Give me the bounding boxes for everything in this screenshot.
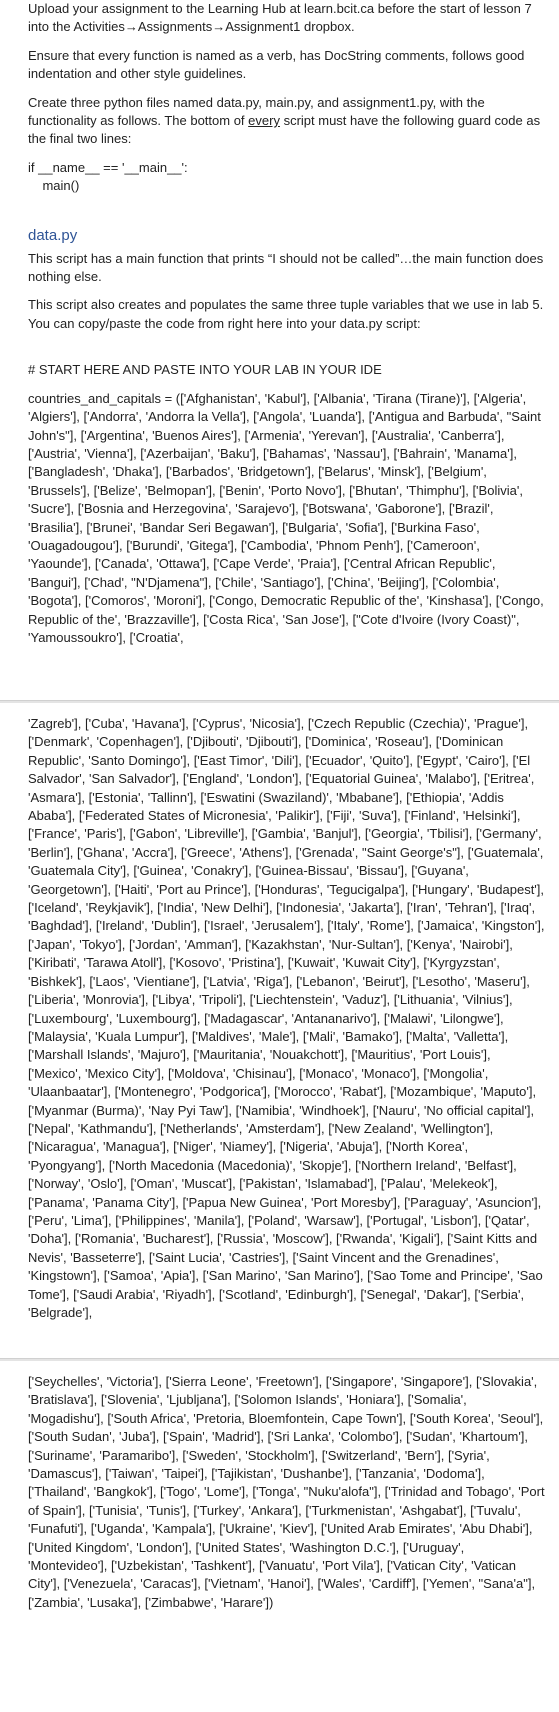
guard-code-line-1: if __name__ == '__main__': <box>28 159 188 175</box>
every-underlined: every <box>248 113 280 129</box>
document-page-1 <box>0 0 559 700</box>
files-instructions <box>28 94 545 149</box>
document-page-3 <box>0 1361 559 1712</box>
data-main-description: This script has a main function that prints “I should not be called”…the main function does nothing else. <box>28 250 544 285</box>
paste-comment: # START HERE AND PASTE INTO YOUR LAB IN YOUR IDE <box>28 362 382 378</box>
blank-line <box>28 343 545 361</box>
guard-code-line-2: main() <box>28 178 80 194</box>
countries-code-part-2: 'Zagreb'], ['Cuba', 'Havana'], ['Cyprus', 'Nicosia'], ['Czech Republic (Czechia)', 'Prague'], ['Denmark', 'Copenhagen'], ['Djibouti', 'Djibouti'], ['Dominica', 'Roseau'], ['Dominican Republic', 'Santo Domingo'], ['East Timor', 'Dili'], ['Ecuador', 'Quito'], ['Egypt', 'Cairo'], ['El Salvador', 'San Salvador'], ['England', 'London'], ['Equatorial Guinea', 'Malabo'], ['Eritrea', 'Asmara'], ['Estonia', 'Tallinn'], ['Eswatini (Swaziland)', 'Mbabane'], ['Ethiopia', 'Addis Ababa'], ['Federated States of Micronesia', 'Palikir'], ['Fiji', 'Suva'], ['Finland', 'Helsinki'], ['France', 'Paris'], ['Gabon', 'Libreville'], ['Gambia', 'Banjul'], ['Georgia', 'Tbilisi'], ['Germany', 'Berlin'], ['Ghana', 'Accra'], ['Greece', 'Athens'], ['Grenada', "Saint George's"], ['Guatemala', 'Guatemala City'], ['Guinea', 'Conakry'], ['Guinea-Bissau', 'Bissau'], ['Guyana', 'Georgetown'], ['Haiti', 'Port au Prince'], ['Honduras', 'Tegucigalpa'], ['Hungary', 'Budapest'], ['Iceland', 'Reykjavik'], ['India', 'New Delhi'], ['Indonesia', 'Jakarta'], ['Iran', 'Tehran'], ['Iraq', 'Baghdad'], ['Ireland', 'Dublin'], ['Israel', 'Jerusalem'], ['Italy', 'Rome'], ['Jamaica', 'Kingston'], ['Japan', 'Tokyo'], ['Jordan', 'Amman'], ['Kazakhstan', 'Nur-Sultan'], ['Kenya', 'Nairobi'], ['Kiribati', 'Tarawa Atoll'], ['Kosovo', 'Pristina'], ['Kuwait', 'Kuwait City'], ['Kyrgyzstan', 'Bishkek'], ['Laos', 'Vientiane'], ['Latvia', 'Riga'], ['Lebanon', 'Beirut'], ['Lesotho', 'Maseru'], ['Liberia', 'Monrovia'], ['Libya', 'Tripoli'], ['Liechtenstein', 'Vaduz'], ['Lithuania', 'Vilnius'], ['Luxembourg', 'Luxembourg'], ['Madagascar', 'Antananarivo'], ['Malawi', 'Lilongwe'], ['Malaysia', 'Kuala Lumpur'], ['Maldives', 'Male'], ['Mali', 'Bamako'], ['Malta', 'Valletta'], ['Marshall Islands', 'Majuro'], ['Mauritania', 'Nouakchott'], ['Mauritius', 'Port Louis'], ['Mexico', 'Mexico City'], ['Moldova', 'Chisinau'], ['Monaco', 'Monaco'], ['Mongolia', 'Ulaanbaatar'], ['Montenegro', 'Podgorica'], ['Morocco', 'Rabat'], ['Mozambique', 'Maputo'], ['Myanmar (Burma)', 'Nay Pyi Taw'], ['Namibia', 'Windhoek'], ['Nauru', 'No official capital'], ['Nepal', 'Kathmandu'], ['Netherlands', 'Amsterdam'], ['New Zealand', 'Wellington'], ['Nicaragua', 'Managua'], ['Niger', 'Niamey'], ['Nigeria', 'Abuja'], ['North Korea', 'Pyongyang'], ['North Macedonia (Macedonia)', 'Skopje'], ['Northern Ireland', 'Belfast'], ['Norway', 'Oslo'], ['Oman', 'Muscat'], ['Pakistan', 'Islamabad'], ['Palau', 'Melekeok'], ['Panama', 'Panama City'], ['Papua New Guinea', 'Port Moresby'], ['Paraguay', 'Asuncion'], ['Peru', 'Lima'], ['Philippines', 'Manila'], ['Poland', 'Warsaw'], ['Portugal', 'Lisbon'], ['Qatar', 'Doha'], ['Romania', 'Bucharest'], ['Russia', 'Moscow'], ['Rwanda', 'Kigali'], ['Saint Kitts and Nevis', 'Basseterre'], ['Saint Lucia', 'Castries'], ['Saint Vincent and the Grenadines', 'Kingstown'], ['Samoa', 'Apia'], ['San Marino', 'San Marino'], ['Sao Tome and Principe', 'Sao Tome'], ['Saudi Arabia', 'Riyadh'], ['Scotland', 'Edinburgh'], ['Senegal', 'Dakar'], ['Serbia', 'Belgrade'], <box>28 716 545 1320</box>
style-guidelines: Ensure that every function is named as a verb, has DocString comments, follows good indentation and other style guidelines. <box>28 47 525 82</box>
document-page-2 <box>0 703 559 1358</box>
data-tuple-description: This script also creates and populates the same three tuple variables that we use in lab 5. You can copy/paste the code from right here into your data.py script: <box>28 297 544 331</box>
files-instructions-start: Create three python files named data.py, main.py, and assignment1.py, with the functionality as follows. The bottom of <box>28 94 485 129</box>
countries-code-part-3: ['Seychelles', 'Victoria'], ['Sierra Leone', 'Freetown'], ['Singapore', 'Singapore'], ['Slovakia', 'Bratislava'], ['Slovenia', 'Ljubljana'], ['Solomon Islands', 'Honiara'], ['Somalia', 'Mogadishu'], ['South Africa', 'Pretoria, Bloemfontein, Cape Town'], ['South Korea', 'Seoul'], ['South Sudan', 'Juba'], ['Spain', 'Madrid'], ['Sri Lanka', 'Colombo'], ['Sudan', 'Khartoum'], ['Suriname', 'Paramaribo'], ['Sweden', 'Stockholm'], ['Switzerland', 'Bern'], ['Syria', 'Damascus'], ['Taiwan', 'Taipei'], ['Tajikistan', 'Dushanbe'], ['Tanzania', 'Dodoma'], ['Thailand', 'Bangkok'], ['Togo', 'Lome'], ['Tonga', "Nuku'alofa"], ['Trinidad and Tobago', 'Port of Spain'], ['Tunisia', 'Tunis'], ['Turkey', 'Ankara'], ['Turkmenistan', 'Ashgabat'], ['Tuvalu', 'Funafuti'], ['Uganda', 'Kampala'], ['Ukraine', 'Kiev'], ['United Arab Emirates', 'Abu Dhabi'], ['United Kingdom', 'London'], ['United States', 'Washington D.C.'], ['Uruguay', 'Montevideo'], ['Uzbekistan', 'Tashkent'], ['Vanuatu', 'Port Vila'], ['Vatican City', 'Vatican City'], ['Venezuela', 'Caracas'], ['Vietnam', 'Hanoi'], ['Wales', 'Cardiff'], ['Yemen', "Sana'a"], ['Zambia', 'Lusaka'], ['Zimbabwe', 'Harare']) <box>28 1374 545 1610</box>
countries-code-part-1: countries_and_capitals = (['Afghanistan', 'Kabul'], ['Albania', 'Tirana (Tirane)'], ['Algeria', 'Algiers'], ['Andorra', 'Andorra la Vella'], ['Angola', 'Luanda'], ['Antigua and Barbuda', "Saint John's"], ['Argentina', 'Buenos Aires'], ['Armenia', 'Yerevan'], ['Australia', 'Canberra'], ['Austria', 'Vienna'], ['Azerbaijan', 'Baku'], ['Bahamas', 'Nassau'], ['Bahrain', 'Manama'], ['Bangladesh', 'Dhaka'], ['Barbados', 'Bridgetown'], ['Belarus', 'Minsk'], ['Belgium', 'Brussels'], ['Belize', 'Belmopan'], ['Benin', 'Porto Novo'], ['Bhutan', 'Thimphu'], ['Bolivia', 'Sucre'], ['Bosnia and Herzegovina', 'Sarajevo'], ['Botswana', 'Gaborone'], ['Brazil', 'Brasilia'], ['Brunei', 'Bandar Seri Begawan'], ['Bulgaria', 'Sofia'], ['Burkina Faso', 'Ouagadougou'], ['Burundi', 'Gitega'], ['Cambodia', 'Phnom Penh'], ['Cameroon', 'Yaounde'], ['Canada', 'Ottawa'], ['Cape Verde', 'Praia'], ['Central African Republic', 'Bangui'], ['Chad', "N'Djamena"], ['Chile', 'Santiago'], ['China', 'Beijing'], ['Colombia', 'Bogota'], ['Comoros', 'Moroni'], ['Congo, Democratic Republic of the', 'Kinshasa'], ['Congo, Republic of the', 'Brazzaville'], ['Costa Rica', 'San Jose'], ["Cote d'Ivoire (Ivory Coast)", 'Yamoussoukro'], ['Croatia', <box>28 390 544 645</box>
files-instructions-end: script must have the following guard code as the final two lines: <box>28 113 541 147</box>
upload-instructions: Upload your assignment to the Learning Hub at learn.bcit.ca before the start of lesson 7 into the Activities→Assignments→Assignment1 dropbox. <box>28 1 532 35</box>
data-py-heading: data.py <box>28 226 78 244</box>
